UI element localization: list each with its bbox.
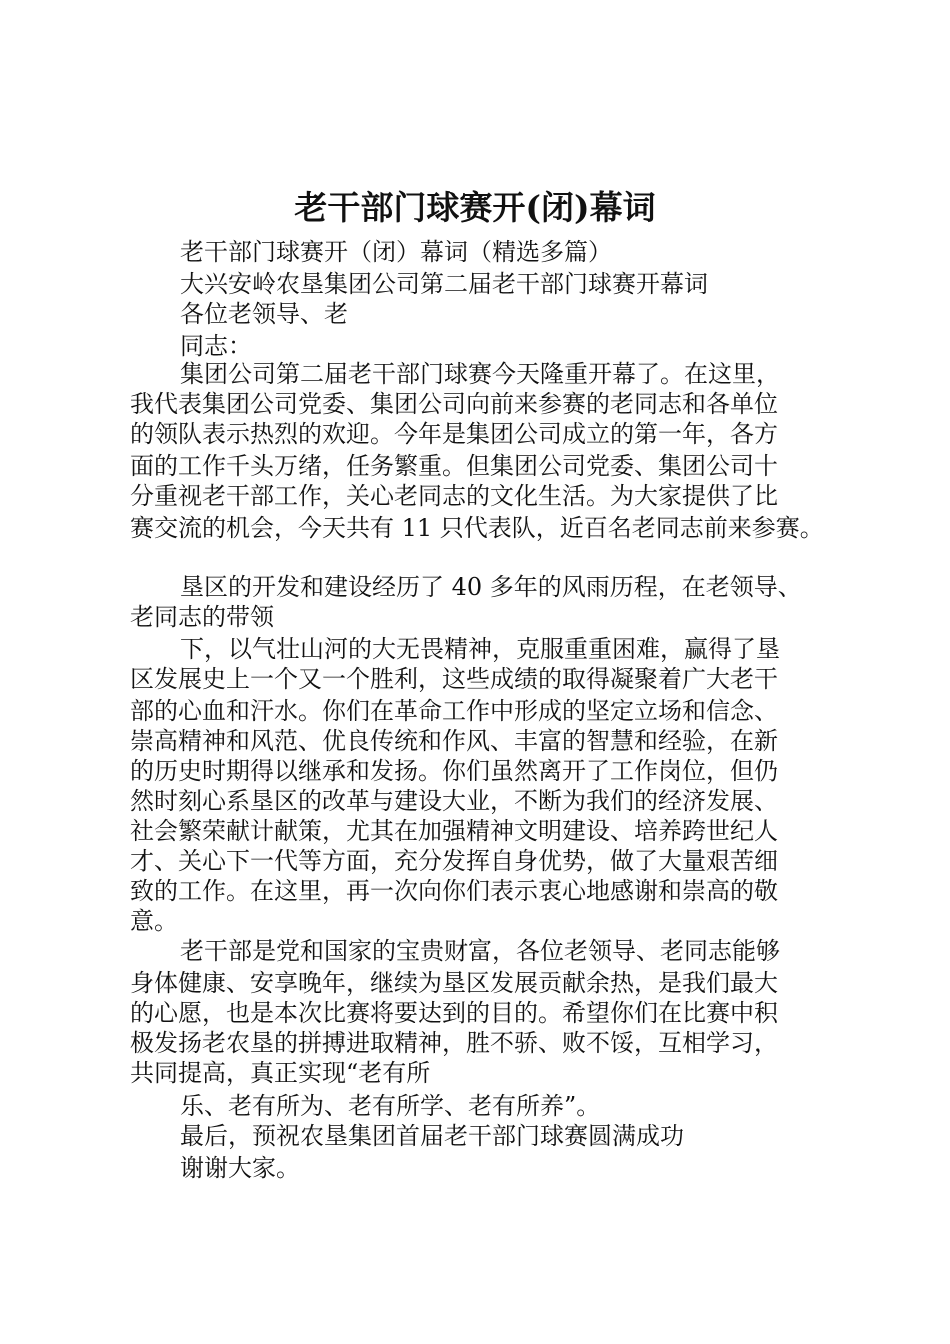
body-line: 老同志的带领 [130,603,274,631]
body-line: 崇高精神和风范、优良传统和作风、丰富的智慧和经验，在新 [130,727,778,755]
body-line: 我代表集团公司党委、集团公司向前来参赛的老同志和各单位 [130,390,778,418]
body-line: 集团公司第二届老干部门球赛今天隆重开幕了。在这里， [180,360,780,388]
body-line: 意。 [130,907,178,935]
body-line: 分重视老干部工作，关心老同志的文化生活。为大家提供了比 [130,482,778,510]
body-line: 区发展史上一个又一个胜利，这些成绩的取得凝聚着广大老干 [130,665,778,693]
body-line: 才、关心下一代等方面，充分发挥自身优势，做了大量艰苦细 [130,847,778,875]
body-line: 共同提高，真正实现“老有所 [130,1059,431,1087]
salutation-line: 各位老领导、老 [180,300,348,328]
salutation-line: 同志： [180,332,252,360]
body-line: 身体健康、安享晚年，继续为垦区发展贡献余热，是我们最大 [130,969,778,997]
body-line: 的领队表示热烈的欢迎。今年是集团公司成立的第一年，各方 [130,420,778,448]
body-line: 面的工作千头万绪，任务繁重。但集团公司党委、集团公司十 [130,452,778,480]
subtitle-line: 老干部门球赛开（闭）幕词（精选多篇） [180,238,612,266]
body-line: 社会繁荣献计献策，尤其在加强精神文明建设、培养跨世纪人 [130,817,778,845]
heading-line: 大兴安岭农垦集团公司第二届老干部门球赛开幕词 [180,270,708,298]
body-line: 致的工作。在这里，再一次向你们表示衷心地感谢和崇高的敬 [130,877,778,905]
body-line: 部的心血和汗水。你们在革命工作中形成的坚定立场和信念、 [130,697,778,725]
body-line: 赛交流的机会，今天共有 11 只代表队，近百名老同志前来参赛。 [130,514,824,542]
body-line: 然时刻心系垦区的改革与建设大业，不断为我们的经济发展、 [130,787,778,815]
closing-line: 谢谢大家。 [180,1154,300,1182]
body-line: 垦区的开发和建设经历了 40 多年的风雨历程，在老领导、 [180,573,802,601]
body-line: 乐、老有所为、老有所学、老有所养”。 [180,1092,601,1120]
closing-line: 最后，预祝农垦集团首届老干部门球赛圆满成功 [180,1122,684,1150]
body-line: 下，以气壮山河的大无畏精神，克服重重困难，赢得了垦 [180,635,780,663]
body-line: 的历史时期得以继承和发扬。你们虽然离开了工作岗位，但仍 [130,757,778,785]
body-line: 老干部是党和国家的宝贵财富，各位老领导、老同志能够 [180,937,780,965]
document-title: 老干部门球赛开(闭)幕词 [294,188,656,227]
body-line: 的心愿，也是本次比赛将要达到的目的。希望你们在比赛中积 [130,999,778,1027]
body-line: 极发扬老农垦的拼搏进取精神，胜不骄、败不馁，互相学习， [130,1029,778,1057]
